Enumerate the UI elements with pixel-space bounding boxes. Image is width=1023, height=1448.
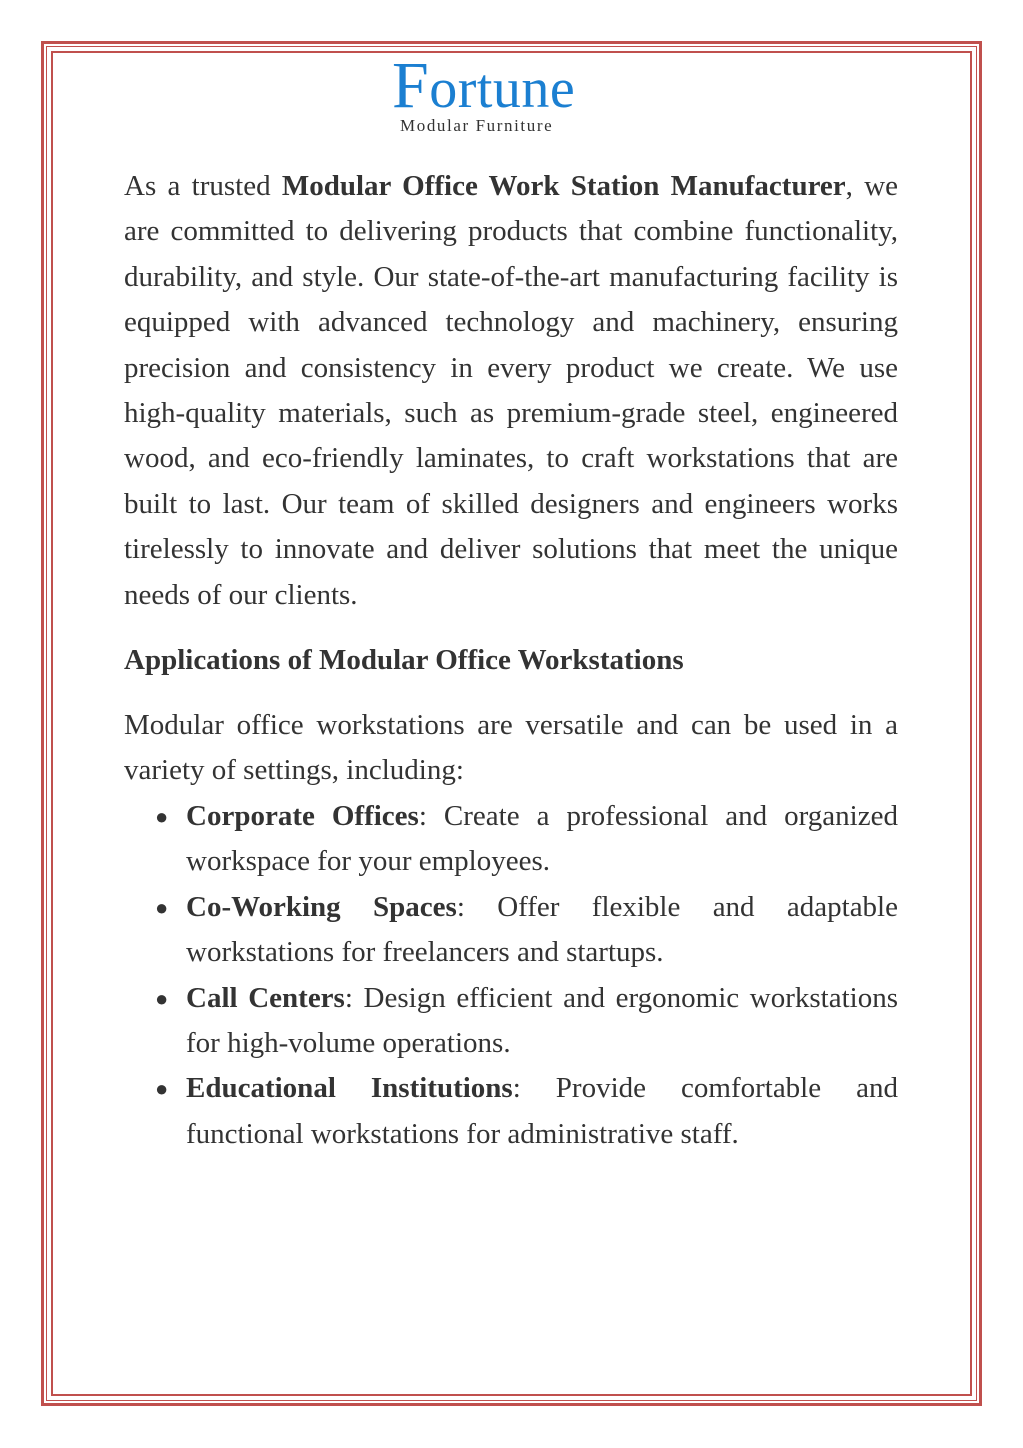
bullet-icon: ● <box>155 1076 169 1102</box>
logo-tagline: Modular Furniture <box>400 116 554 135</box>
fortune-logo <box>392 49 640 142</box>
intro-bold-phrase: Modular Office Work Station Manufacturer <box>281 170 846 202</box>
list-item: ● Corporate Offices: Create a professional and organized workspace for your employees. <box>186 794 898 885</box>
section-heading: Applications of Modular Office Workstations <box>124 644 684 677</box>
bullet-icon: ● <box>155 803 169 829</box>
logo-wordmark: Fortune <box>392 49 576 122</box>
list-item: ● Co-Working Spaces: Offer flexible and adaptable workstations for freelancers and startups. <box>186 885 898 976</box>
list-item: ● Educational Institutions: Provide comfortable and functional workstations for administrative staff. <box>186 1066 898 1157</box>
document-body <box>124 164 898 1157</box>
applications-list <box>124 794 898 1157</box>
list-item: ● Call Centers: Design efficient and ergonomic workstations for high-volume operations. <box>186 976 898 1067</box>
intro-paragraph: As a trusted Modular Office Work Station Manufacturer, we are committed to delivering products that combine functionality, durability, and style. Our state-of-the-art manufacturing facility is equipped with advanced technology and machinery, ensuring precision and consistency in every product we create. We use high-quality materials, such as premium-grade steel, engineered wood, and eco-friendly laminates, to craft workstations that are built to last. Our team of skilled designers and engineers works tirelessly to innovate and deliver solutions that meet the unique needs of our clients. <box>124 170 899 611</box>
section-lead: Modular office workstations are versatile and can be used in a variety of settings, including: <box>124 709 898 787</box>
bullet-icon: ● <box>155 894 169 920</box>
bullet-icon: ● <box>155 985 169 1011</box>
